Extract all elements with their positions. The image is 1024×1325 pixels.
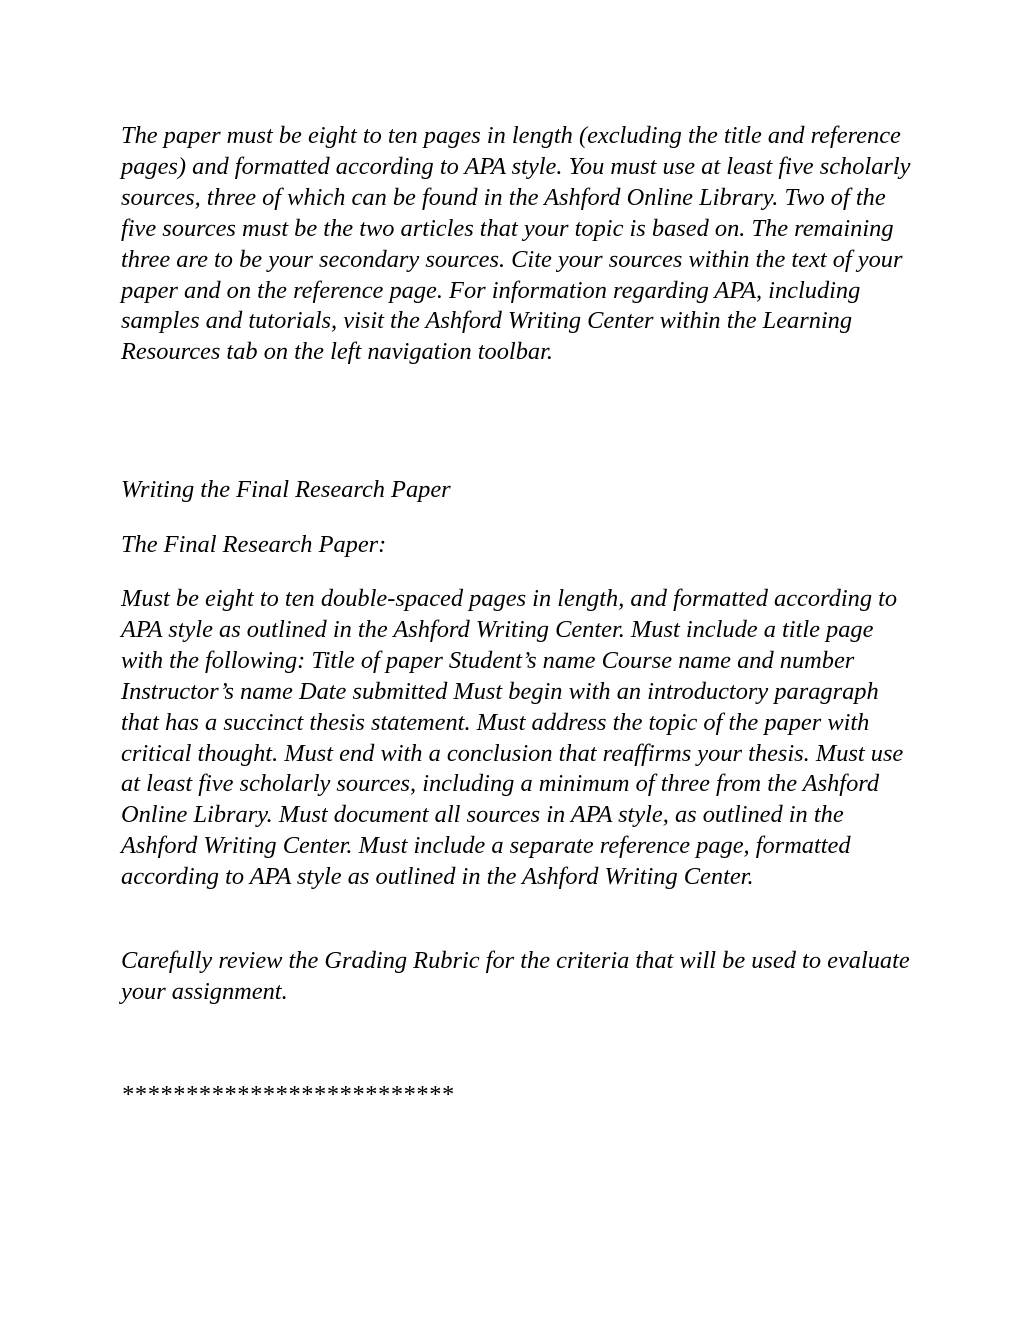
rubric-paragraph: Carefully review the Grading Rubric for the criteria that will be used to evaluate your assignment. bbox=[121, 947, 910, 1005]
intro-paragraph: The paper must be eight to ten pages in length (excluding the title and reference pages) and formatted according to APA style. You must use at least five scholarly sources, three of which can be found in the Ashford Online Library. Two of the five sources must be the two articles that your topic is based on. The remaining three are to be your secondary sources. Cite your sources within the text of your paper and on the reference page. For information regarding APA, including samples and tutorials, visit the Ashford Writing Center within the Learning Resources tab on the left navigation toolbar. bbox=[121, 122, 911, 366]
section-heading: Writing the Final Research Paper bbox=[121, 476, 451, 503]
asterisk-separator: ************************** bbox=[121, 1081, 454, 1108]
requirements-paragraph: Must be eight to ten double-spaced pages in length, and formatted according to APA style as outlined in the Ashford Writing Center. Must include a title page with the following: Title of paper Student’s name Course name and number Instructor’s name Date submitted Must begin with an introductory paragraph that has a succinct thesis statement. Must address the topic of the paper with critical thought. Must end with a conclusion that reaffirms your thesis. Must use at least five scholarly sources, including a minimum of three from the Ashford Online Library. Must document all sources in APA style, as outlined in the Ashford Writing Center. Must include a separate reference page, formatted according to APA style as outlined in the Ashford Writing Center. bbox=[121, 585, 904, 891]
subheading: The Final Research Paper: bbox=[121, 531, 387, 558]
